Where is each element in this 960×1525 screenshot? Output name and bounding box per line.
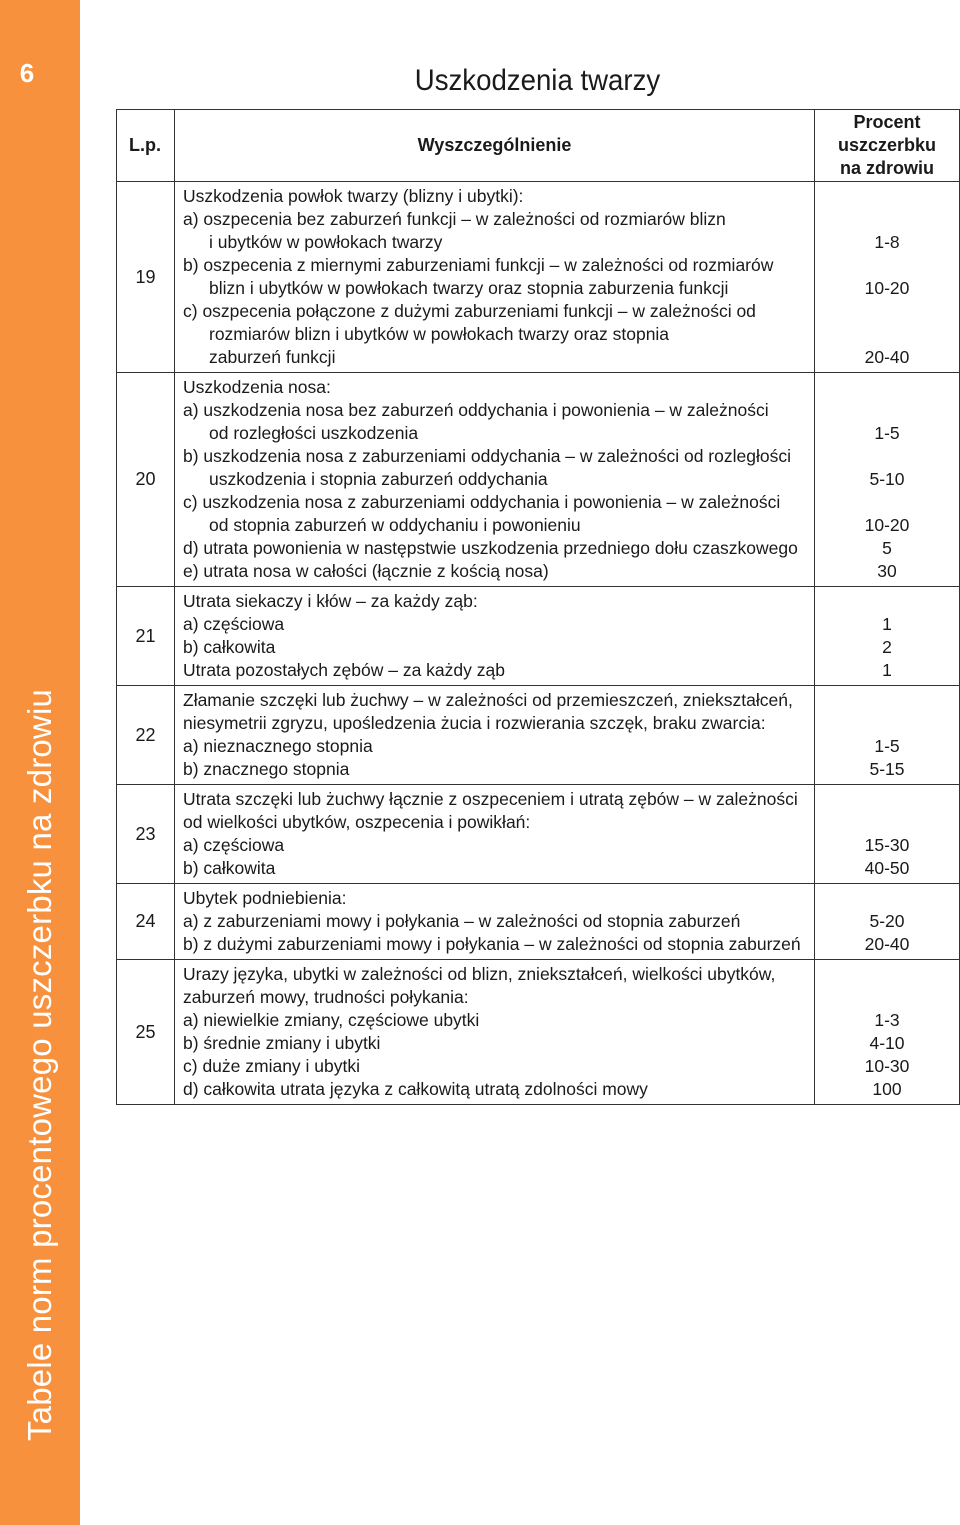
- description-line: i ubytków w powłokach twarzy: [209, 232, 443, 252]
- row-number: 20: [117, 373, 175, 587]
- percent-value: 1-5: [874, 736, 900, 756]
- description-line: c) oszpecenia połączone z dużymi zaburzeniami funkcji – w zależności od: [183, 301, 756, 321]
- description-line: b) całkowita: [183, 637, 276, 657]
- row-description: [175, 182, 815, 373]
- page-number: 6: [19, 58, 35, 88]
- description-line: a) częściowa: [183, 835, 285, 855]
- row-percent: [815, 182, 960, 373]
- table-row: [117, 373, 960, 587]
- description-line: od rozległości uszkodzenia: [209, 423, 419, 443]
- percent-value: 5-10: [869, 469, 905, 489]
- table-row: [117, 686, 960, 785]
- percent-value: [815, 689, 959, 712]
- description-line: b) uszkodzenia nosa z zaburzeniami oddychania – w zależności od rozległości: [183, 446, 791, 466]
- table-header-row: [117, 110, 960, 182]
- row-number: 25: [117, 960, 175, 1105]
- description-line: b) średnie zmiany i ubytki: [183, 1033, 381, 1053]
- percent-value: [815, 887, 959, 910]
- percent-value: 5: [882, 538, 892, 558]
- description-line: Uszkodzenia powłok twarzy (blizny i ubytki):: [183, 186, 524, 206]
- description-line: d) utrata powonienia w następstwie uszkodzenia przedniego dołu czaszkowego: [183, 538, 798, 558]
- description-line: Utrata pozostałych zębów – za każdy ząb: [183, 660, 505, 680]
- header-lp: L.p.: [117, 110, 175, 182]
- percent-value: 10-20: [864, 515, 910, 535]
- description-line: c) uszkodzenia nosa z zaburzeniami oddychania i powonienia – w zależności: [183, 492, 781, 512]
- percent-value: 15-30: [864, 835, 910, 855]
- description-line: uszkodzenia i stopnia zaburzeń oddychania: [209, 469, 548, 489]
- header-percent-line: uszczerbku: [837, 135, 937, 155]
- description-line: b) znacznego stopnia: [183, 759, 350, 779]
- page-title: Uszkodzenia twarzy: [414, 64, 661, 97]
- percent-value: 40-50: [864, 858, 910, 878]
- row-description: [175, 785, 815, 884]
- description-line: a) nieznacznego stopnia: [183, 736, 373, 756]
- table-row: [117, 182, 960, 373]
- percent-value: [815, 712, 959, 735]
- description-line: Utrata szczęki lub żuchwy łącznie z oszpeceniem i utratą zębów – w zależności: [183, 789, 798, 809]
- description-line: Złamanie szczęki lub żuchwy – w zależności od przemieszczeń, zniekształceń,: [183, 690, 793, 710]
- percent-value: [815, 491, 959, 514]
- row-percent: [815, 373, 960, 587]
- description-line: c) duże zmiany i ubytki: [183, 1056, 361, 1076]
- description-line: d) całkowita utrata języka z całkowitą utratą zdolności mowy: [183, 1079, 648, 1099]
- description-line: Utrata siekaczy i kłów – za każdy ząb:: [183, 591, 478, 611]
- description-line: rozmiarów blizn i ubytków w powłokach twarzy oraz stopnia: [209, 324, 670, 344]
- percent-value: [815, 788, 959, 811]
- injury-table: [116, 109, 960, 1105]
- percent-value: 30: [877, 561, 897, 581]
- percent-value: 2: [882, 637, 892, 657]
- description-line: e) utrata nosa w całości (łącznie z kością nosa): [183, 561, 549, 581]
- description-line: od wielkości ubytków, oszpecenia i powikłań:: [183, 812, 531, 832]
- description-line: a) częściowa: [183, 614, 285, 634]
- percent-value: 20-40: [864, 934, 910, 954]
- percent-value: 1-3: [874, 1010, 900, 1030]
- row-number: 24: [117, 884, 175, 960]
- percent-value: 5-15: [869, 759, 905, 779]
- row-description: [175, 884, 815, 960]
- row-number: 19: [117, 182, 175, 373]
- percent-value: 4-10: [869, 1033, 905, 1053]
- table-row: [117, 884, 960, 960]
- percent-value: [815, 208, 959, 231]
- percent-value: [815, 590, 959, 613]
- description-line: zaburzeń funkcji: [209, 347, 336, 367]
- description-line: Ubytek podniebienia:: [183, 888, 347, 908]
- row-percent: [815, 587, 960, 686]
- percent-value: 10-30: [864, 1056, 910, 1076]
- percent-value: [815, 445, 959, 468]
- description-line: a) niewielkie zmiany, częściowe ubytki: [183, 1010, 480, 1030]
- row-description: [175, 373, 815, 587]
- row-percent: [815, 960, 960, 1105]
- row-description: [175, 587, 815, 686]
- percent-value: 10-20: [864, 278, 910, 298]
- percent-value: [815, 963, 959, 986]
- description-line: a) z zaburzeniami mowy i połykania – w zależności od stopnia zaburzeń: [183, 911, 741, 931]
- row-number: 22: [117, 686, 175, 785]
- percent-value: [815, 323, 959, 346]
- description-line: niesymetrii zgryzu, upośledzenia żucia i rozwierania szczęk, braku zwarcia:: [183, 713, 766, 733]
- percent-value: 1-5: [874, 423, 900, 443]
- percent-value: [815, 399, 959, 422]
- description-line: zaburzeń mowy, trudności połykania:: [183, 987, 469, 1007]
- percent-value: 20-40: [864, 347, 910, 367]
- percent-value: [815, 986, 959, 1009]
- description-line: blizn i ubytków w powłokach twarzy oraz stopnia zaburzenia funkcji: [209, 278, 729, 298]
- header-percent-line: na zdrowiu: [840, 158, 934, 178]
- table-row: [117, 785, 960, 884]
- percent-value: [815, 254, 959, 277]
- percent-value: [815, 376, 959, 399]
- row-number: 23: [117, 785, 175, 884]
- percent-value: [815, 300, 959, 323]
- row-percent: [815, 785, 960, 884]
- row-number: 21: [117, 587, 175, 686]
- percent-value: [815, 811, 959, 834]
- description-line: Urazy języka, ubytki w zależności od blizn, zniekształceń, wielkości ubytków,: [183, 964, 776, 984]
- table-row: [117, 587, 960, 686]
- row-percent: [815, 686, 960, 785]
- description-line: b) oszpecenia z miernymi zaburzeniami funkcji – w zależności od rozmiarów: [183, 255, 774, 275]
- row-description: [175, 686, 815, 785]
- description-line: a) uszkodzenia nosa bez zaburzeń oddychania i powonienia – w zależności: [183, 400, 769, 420]
- description-line: od stopnia zaburzeń w oddychaniu i powonieniu: [209, 515, 581, 535]
- percent-value: 100: [872, 1079, 902, 1099]
- sidebar-strip: [0, 0, 80, 1525]
- row-description: [175, 960, 815, 1105]
- header-percent-line: Procent: [853, 112, 921, 132]
- percent-value: 1: [882, 660, 892, 680]
- percent-value: 1-8: [874, 232, 900, 252]
- description-line: b) całkowita: [183, 858, 276, 878]
- description-line: a) oszpecenia bez zaburzeń funkcji – w zależności od rozmiarów blizn: [183, 209, 726, 229]
- description-line: Uszkodzenia nosa:: [183, 377, 331, 397]
- row-percent: [815, 884, 960, 960]
- header-percent: [815, 110, 960, 182]
- percent-value: 1: [882, 614, 892, 634]
- percent-value: 5-20: [869, 911, 905, 931]
- header-description: Wyszczególnienie: [175, 110, 815, 182]
- table-row: [117, 960, 960, 1105]
- description-line: b) z dużymi zaburzeniami mowy i połykania – w zależności od stopnia zaburzeń: [183, 934, 801, 954]
- section-title: Tabele norm procentowego uszczerbku na zdrowiu: [21, 688, 58, 1442]
- percent-value: [815, 185, 959, 208]
